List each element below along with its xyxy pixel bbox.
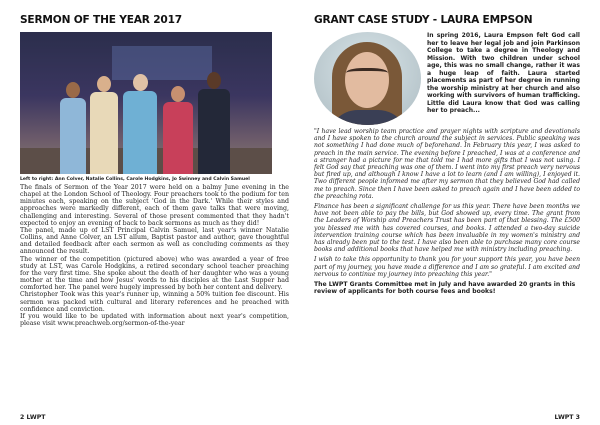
portrait-glasses xyxy=(346,68,388,80)
page-footer: LWPT 3 xyxy=(554,414,580,421)
paragraph: The finals of Sermon of the Year 2017 were held on a balmy June evening in the chapel at the London School of Theology. Four preachers took to the podium for ten minutes each, speaking on the subject 'God in the Dark.' While their styles and approaches were markedly different, each of them gave talks that were moving, challenging and interesting. Several of those present commented that they hadn't expected to enjoy an evening of back to back sermons as much as they did! xyxy=(20,184,289,227)
closing-note: The LWPT Grants Committee met in July and have awarded 20 grants in this review of applicants for both course fees and books! xyxy=(314,281,576,296)
article-body xyxy=(20,184,289,327)
paragraph: If you would like to be updated with information about next year's competition, please visit www.preachweb.org/sermon-of-the-year xyxy=(20,312,289,327)
page-title: GRANT CASE STUDY - LAURA EMPSON xyxy=(314,14,533,26)
paragraph: The panel, made up of LST Principal Calvin Samuel, last year's winner Natalie Collins, and Anne Colver, an LST allum, Baptist pastor and author, gave thoughtful and detailed feedback after each sermon as well as concluding comments as they announced the result. xyxy=(20,226,289,256)
portrait-photo xyxy=(314,32,421,125)
person-figure xyxy=(58,82,88,174)
quote-paragraph: I wish to take this opportunity to thank you for your support this year, you have been part of my journey, you have made a difference and I am so grateful. I am excited and nervous to continue my journey into preaching this year." xyxy=(314,256,580,278)
person-figure xyxy=(161,86,195,174)
group-photo xyxy=(20,32,272,174)
portrait-face xyxy=(345,52,389,108)
photo-caption: Left to right: Ann Colver, Natalie Collins, Carole Hodgkins, Jo Swinney and Calvin Samuel xyxy=(20,177,250,182)
person-figure xyxy=(196,72,232,174)
page-footer: 2 LWPT xyxy=(20,414,46,421)
paragraph: The winner of the competition (pictured above) who was awarded a year of free study at LST, was Carole Hodgkins, a retired secondary school teacher preaching for the very first time. She spoke about the death of her daughter who was a young mother at the time and how Jesus' words to his disciples at the Last Supper had comforted her. The panel were hugely impressed by both her content and delivery. xyxy=(20,255,289,292)
intro-text: In spring 2016, Laura Empson felt God call her to leave her legal job and join Parkinson College to take a degree in Theology and Mission. With two children under school age, this was no small change, rather it was a huge leap of faith. Laura started placements as part of her degree in running the worship ministry at her church and also working with survivors of human trafficking. Little did Laura know that God was calling her to preach... xyxy=(427,32,580,115)
quote-paragraph: "I have lead worship team practice and prayer nights with scripture and devotionals and I have spoken to the church around the subject in services. Public speaking was not something I had done much of beforehand. In February this year, I was asked to preach in the main service. The evening before I preached, I was at a conference and a stranger had a picture for me that told me I had more gifts that I was not using. I felt God say that preaching was one of them. I went into my first preach very nervous but fired up, and although I know I have a lot to learn (and I am willing), I enjoyed it. Two different people informed me after my sermon that they believed God had called me to preach. Since then I have been asked to preach again and I have been added to the preaching rota. xyxy=(314,128,580,200)
person-figure xyxy=(88,76,120,174)
quote-paragraph: Finance has been a significant challenge for us this year. There have been months we have not been able to pay the bills, but God showed up, every time. The grant from the Leaders of Worship and Preachers Trust has been part of that blessing. The £500 you blessed me with has covered courses, and books. I attended a two-day suicide intervention training course which has been invaluable in my women's ministry and has already been put to the test. I have also been able to purchase many core course books and additional books that have helped me with ministry including preaching. xyxy=(314,203,580,254)
person-figure xyxy=(121,74,159,174)
paragraph: Christopher Took was this year's runner up, winning a 50% tuition fee discount. His sermon was packed with cultural and literary references and he preached with confidence and conviction. xyxy=(20,291,289,313)
testimony-quote xyxy=(314,128,580,278)
page-title: SERMON OF THE YEAR 2017 xyxy=(20,14,182,26)
right-page xyxy=(300,0,600,425)
